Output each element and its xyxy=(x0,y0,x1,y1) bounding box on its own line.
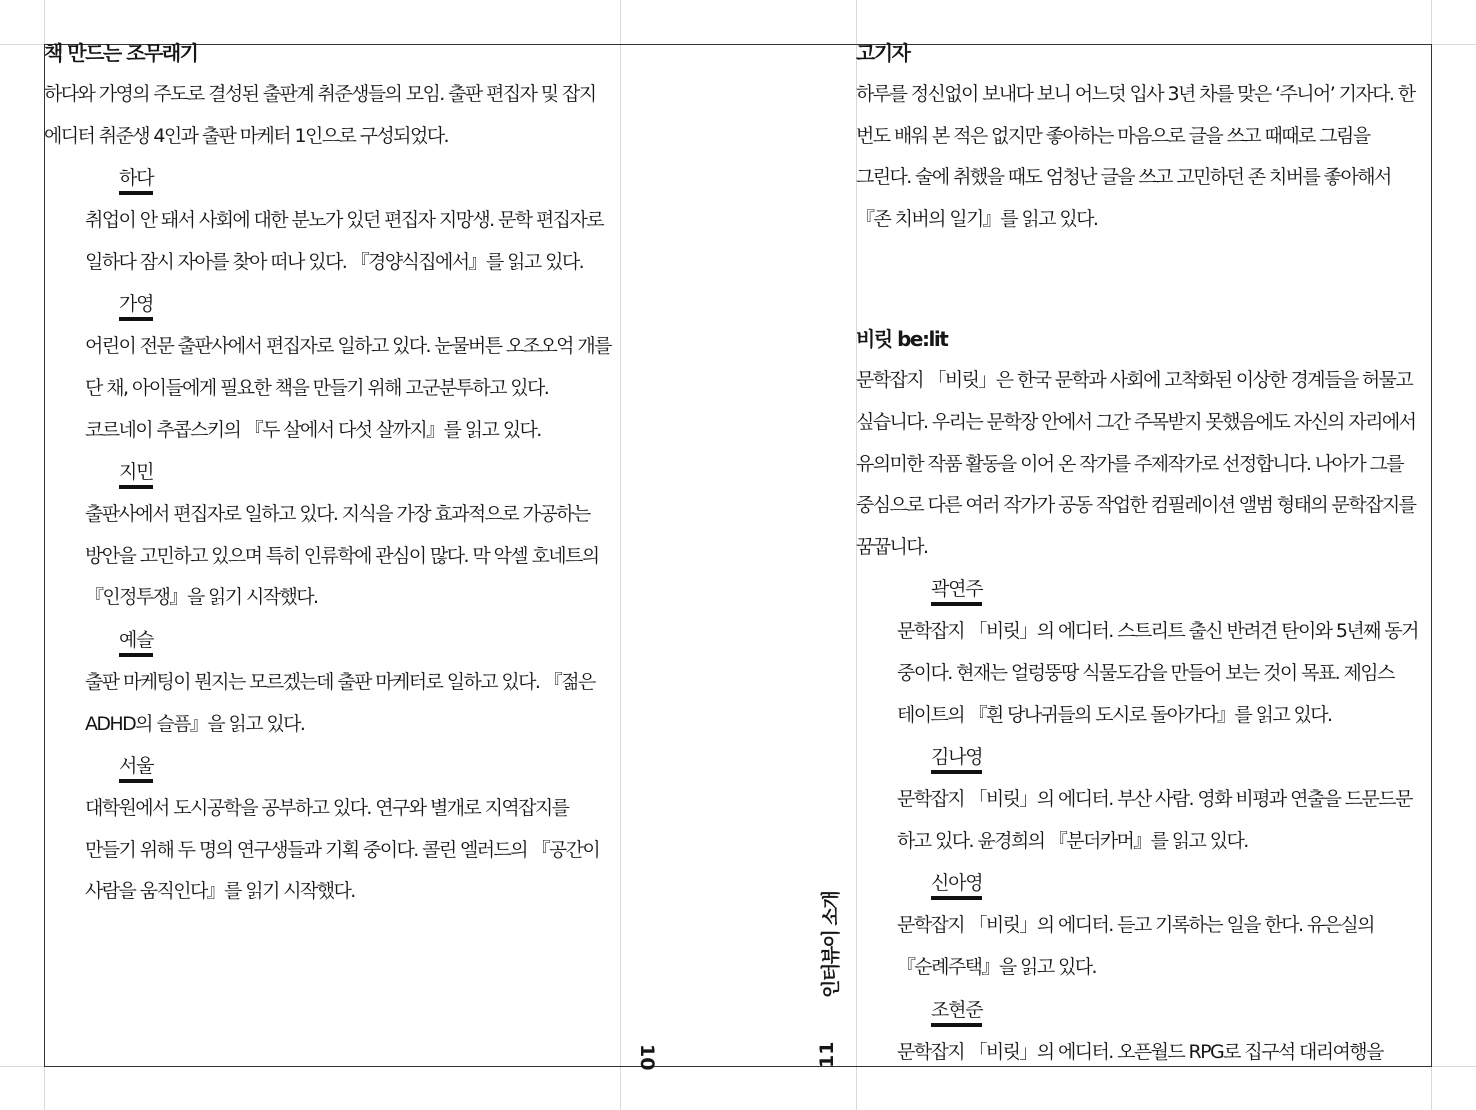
editor-list xyxy=(856,568,1426,1066)
member-entry xyxy=(44,157,618,283)
member-entry xyxy=(856,736,1426,862)
member-entry xyxy=(44,283,618,451)
member-name: 예슬 xyxy=(119,627,153,657)
member-name: 신아영 xyxy=(931,870,982,900)
member-name: 가영 xyxy=(119,291,153,321)
member-name: 김나영 xyxy=(931,744,982,774)
member-description: 취업이 안 돼서 사회에 대한 분노가 있던 편집자 지망생. 문학 편집자로 일하다 잠시 자아를 찾아 떠나 있다. 『경양식집에서』를 읽고 있다. xyxy=(85,209,603,273)
member-name: 하다 xyxy=(119,165,153,195)
frame-right-border xyxy=(1431,44,1432,1067)
member-name: 지민 xyxy=(119,459,153,489)
member-name: 서울 xyxy=(119,753,153,783)
member-description: 문학잡지 「비릿」의 에디터. 오픈월드 RPG로 집구석 대리여행을 xyxy=(897,1040,1383,1063)
page-number-right: 11 xyxy=(816,1041,838,1068)
right-page-text xyxy=(856,36,1426,1066)
member-description: 출판사에서 편집자로 일하고 있다. 지식을 가장 효과적으로 가공하는 방안을 고민하고 있으며 특히 인류학에 관심이 많다. 막 악셀 호네트의 『인정투쟁』을 읽기 시작했다. xyxy=(85,503,599,609)
member-entry xyxy=(856,862,1426,988)
member-name: 조현준 xyxy=(931,997,982,1027)
member-entry xyxy=(44,619,618,745)
group-intro: 하다와 가영의 주도로 결성된 출판계 취준생들의 모임. 출판 편집자 및 잡지 에디터 취준생 4인과 출판 마케터 1인으로 구성되었다. xyxy=(44,83,596,147)
member-description: 문학잡지 「비릿」의 에디터. 부산 사람. 영화 비평과 연출을 드문드문 하고 있다. 윤경희의 『분더카머』를 읽고 있다. xyxy=(897,788,1412,852)
reporter-heading: 고기자 xyxy=(856,41,910,65)
section-gap xyxy=(856,240,1426,322)
member-description: 어린이 전문 출판사에서 편집자로 일하고 있다. 눈물버튼 오조오억 개를 단 채, 아이들에게 필요한 책을 만들기 위해 고군분투하고 있다. 코르네이 추콥스키의 『두 살에서 다섯 살까지』를 읽고 있다. xyxy=(85,335,611,441)
member-description: 문학잡지 「비릿」의 에디터. 스트리트 출신 반려견 탄이와 5년째 동거 중이다. 현재는 얼렁뚱땅 식물도감을 만들어 보는 것이 목표. 제임스 테이트의 『흰 당나귀들의 도시로 돌아가다』를 읽고 있다. xyxy=(897,620,1418,726)
frame-bottom-border xyxy=(44,1066,1432,1067)
member-description: 문학잡지 「비릿」의 에디터. 듣고 기록하는 일을 한다. 유은실의 『순례주택』을 읽고 있다. xyxy=(897,914,1374,978)
section-title: 인터뷰이 소개 xyxy=(820,891,842,998)
member-description: 출판 마케팅이 뭔지는 모르겠는데 출판 마케터로 일하고 있다. 『젊은 ADHD의 슬픔』을 읽고 있다. xyxy=(85,670,595,735)
member-entry xyxy=(856,989,1426,1067)
member-entry xyxy=(44,451,618,619)
left-page-text xyxy=(44,36,618,913)
member-list xyxy=(44,157,618,913)
group-heading: 책 만드는 조무래기 xyxy=(44,41,198,65)
magazine-heading: 비릿 be:lit xyxy=(856,327,948,352)
member-entry xyxy=(44,745,618,913)
page-number-left: 10 xyxy=(636,1044,658,1071)
member-entry xyxy=(856,568,1426,736)
reporter-intro: 하루를 정신없이 보내다 보니 어느덧 입사 3년 차를 맞은 ‘주니어’ 기자다. 한 번도 배워 본 적은 없지만 좋아하는 마음으로 글을 쓰고 때때로 그림을 그린다. 술에 취했을 때도 엄청난 글을 쓰고 고민하던 존 치버를 좋아해서 『존 치버의 일기』를 읽고 있다. xyxy=(856,83,1415,230)
guide-line-gutter-left xyxy=(620,0,621,1110)
member-description: 대학원에서 도시공학을 공부하고 있다. 연구와 별개로 지역잡지를 만들기 위해 두 명의 연구생들과 기획 중이다. 콜린 엘러드의 『공간이 사람을 움직인다』를 읽기 시작했다. xyxy=(85,797,600,903)
magazine-intro: 문학잡지 「비릿」은 한국 문학과 사회에 고착화된 이상한 경계들을 허물고 싶습니다. 우리는 문학장 안에서 그간 주목받지 못했음에도 자신의 자리에서 유의미한 작품 활동을 이어 온 작가를 주제작가로 선정합니다. 나아가 그를 중심으로 다른 여러 작가가 공동 작업한 컴필레이션 앨범 형태의 문학잡지를 꿈꿉니다. xyxy=(856,369,1416,558)
member-name: 곽연주 xyxy=(931,576,982,606)
